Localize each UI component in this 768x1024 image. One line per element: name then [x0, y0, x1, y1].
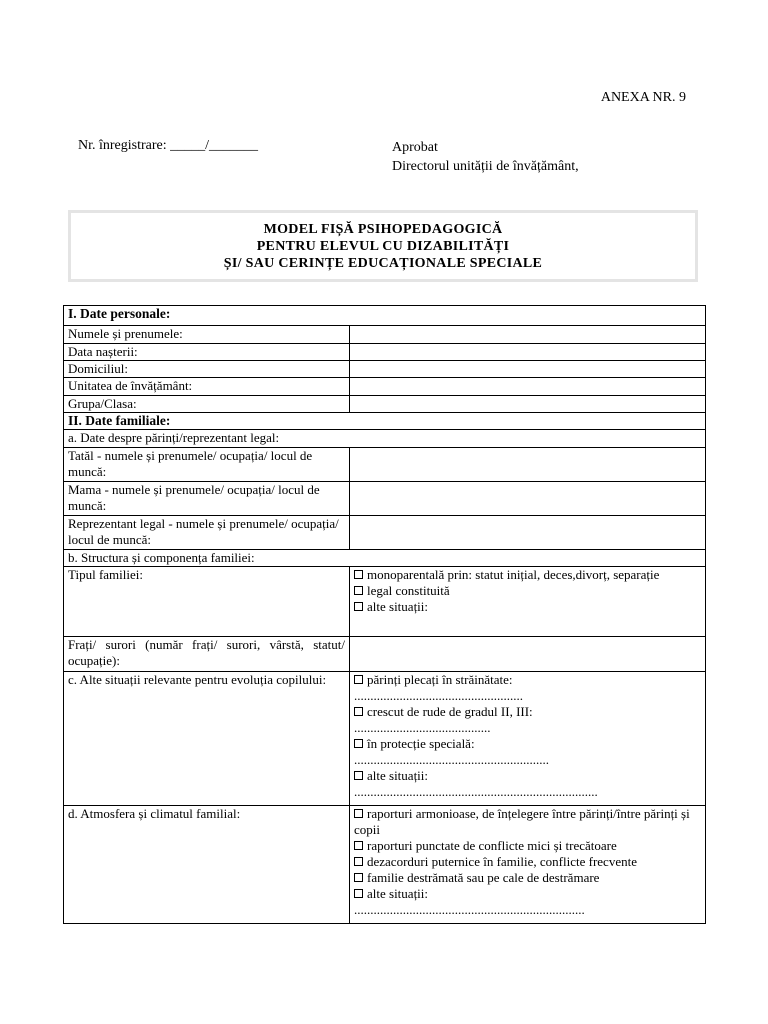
section-personal-heading: I. Date personale:	[64, 306, 706, 326]
other-situations-options	[350, 672, 706, 806]
option-label: monoparentală prin: statut inițial, deces,divorț, separație	[367, 567, 660, 582]
option-label: în protecție specială:	[367, 736, 475, 751]
table-row	[64, 482, 706, 516]
checkbox-option[interactable]	[354, 854, 701, 870]
address-field[interactable]	[350, 361, 706, 378]
grade-label: Grupa/Clasa:	[64, 396, 350, 413]
checkbox-icon[interactable]	[354, 771, 363, 780]
table-row	[64, 344, 706, 361]
option-label: alte situații:	[367, 886, 429, 901]
table-row	[64, 637, 706, 672]
birth-date-label: Data nașterii:	[64, 344, 350, 361]
option-label: alte situații:	[367, 599, 429, 614]
checkbox-icon[interactable]	[354, 889, 363, 898]
birth-date-field[interactable]	[350, 344, 706, 361]
checkbox-icon[interactable]	[354, 841, 363, 850]
family-structure-subheading: b. Structura și componența familiei:	[64, 550, 706, 567]
checkbox-option[interactable]	[354, 567, 701, 583]
option-label: crescut de rude de gradul II, III:	[367, 704, 533, 719]
checkbox-option[interactable]	[354, 768, 701, 784]
fill-in-line[interactable]: ...........................................................................	[354, 784, 598, 799]
table-row	[64, 448, 706, 482]
siblings-label: Frați/ surori (număr frați/ surori, vârstă, statut/ ocupație):	[64, 637, 350, 672]
other-situations-label: c. Alte situații relevante pentru evoluția copilului:	[64, 672, 350, 806]
family-climate-label: d. Atmosfera și climatul familial:	[64, 806, 350, 924]
fill-in-line[interactable]: ....................................................	[354, 688, 523, 703]
document-title	[68, 210, 698, 282]
family-type-label: Tipul familiei:	[64, 567, 350, 637]
table-row	[64, 378, 706, 396]
table-row	[64, 516, 706, 550]
father-field[interactable]	[350, 448, 706, 482]
checkbox-option[interactable]	[354, 583, 701, 599]
registration-number: Nr. înregistrare: _____/_______	[78, 138, 259, 153]
name-label: Numele și prenumele:	[64, 326, 350, 344]
checkbox-option[interactable]	[354, 806, 701, 838]
family-climate-options	[350, 806, 706, 924]
school-label: Unitatea de învățământ:	[64, 378, 350, 396]
form-table	[63, 305, 706, 924]
checkbox-icon[interactable]	[354, 809, 363, 818]
school-field[interactable]	[350, 378, 706, 396]
option-label: dezacorduri puternice în familie, conflicte frecvente	[367, 854, 637, 869]
legal-rep-field[interactable]	[350, 516, 706, 550]
table-row	[64, 672, 706, 806]
checkbox-icon[interactable]	[354, 857, 363, 866]
option-label: părinți plecați în străinătate:	[367, 672, 513, 687]
title-line-1: MODEL FIȘĂ PSIHOPEDAGOGICĂ	[263, 221, 503, 237]
checkbox-icon[interactable]	[354, 675, 363, 684]
table-row	[64, 326, 706, 344]
director-label: Directorul unității de învățământ,	[392, 159, 579, 174]
address-label: Domiciliul:	[64, 361, 350, 378]
checkbox-option[interactable]	[354, 704, 701, 720]
fill-in-line[interactable]: ............................................................	[354, 752, 549, 767]
option-label: raporturi armonioase, de înțelegere între părinți/între părinți și copii	[354, 806, 690, 837]
mother-label: Mama - numele și prenumele/ ocupația/ locul de muncă:	[64, 482, 350, 516]
checkbox-icon[interactable]	[354, 602, 363, 611]
fill-in-line[interactable]: .......................................................................	[354, 902, 585, 917]
section-family-heading: II. Date familiale:	[64, 413, 706, 430]
checkbox-icon[interactable]	[354, 873, 363, 882]
checkbox-icon[interactable]	[354, 739, 363, 748]
checkbox-icon[interactable]	[354, 707, 363, 716]
option-label: raporturi punctate de conflicte mici și trecătoare	[367, 838, 617, 853]
checkbox-icon[interactable]	[354, 586, 363, 595]
checkbox-option[interactable]	[354, 838, 701, 854]
title-line-3: ȘI/ SAU CERINȚE EDUCAȚIONALE SPECIALE	[223, 255, 543, 271]
checkbox-option[interactable]	[354, 736, 701, 752]
checkbox-option[interactable]	[354, 672, 701, 688]
annex-number: ANEXA NR. 9	[600, 90, 686, 105]
option-label: familie destrămată sau pe cale de destrămare	[367, 870, 600, 885]
fill-in-line[interactable]: ..........................................	[354, 720, 491, 735]
option-label: alte situații:	[367, 768, 429, 783]
title-line-2: PENTRU ELEVUL CU DIZABILITĂȚI	[256, 238, 510, 254]
table-row	[64, 361, 706, 378]
family-type-options	[350, 567, 706, 637]
checkbox-icon[interactable]	[354, 570, 363, 579]
table-row	[64, 396, 706, 413]
checkbox-option[interactable]	[354, 886, 701, 902]
checkbox-option[interactable]	[354, 599, 701, 615]
parents-subheading: a. Date despre părinți/reprezentant legal:	[64, 430, 706, 448]
name-field[interactable]	[350, 326, 706, 344]
approval-block	[392, 138, 579, 176]
table-row	[64, 567, 706, 637]
legal-rep-label: Reprezentant legal - numele și prenumele/ ocupația/ locul de muncă:	[64, 516, 350, 550]
checkbox-option[interactable]	[354, 870, 701, 886]
option-label: legal constituită	[367, 583, 450, 598]
table-row	[64, 806, 706, 924]
father-label: Tatăl - numele și prenumele/ ocupația/ locul de muncă:	[64, 448, 350, 482]
siblings-field[interactable]	[350, 637, 706, 672]
mother-field[interactable]	[350, 482, 706, 516]
approved-label: Aprobat	[392, 140, 438, 155]
grade-field[interactable]	[350, 396, 706, 413]
